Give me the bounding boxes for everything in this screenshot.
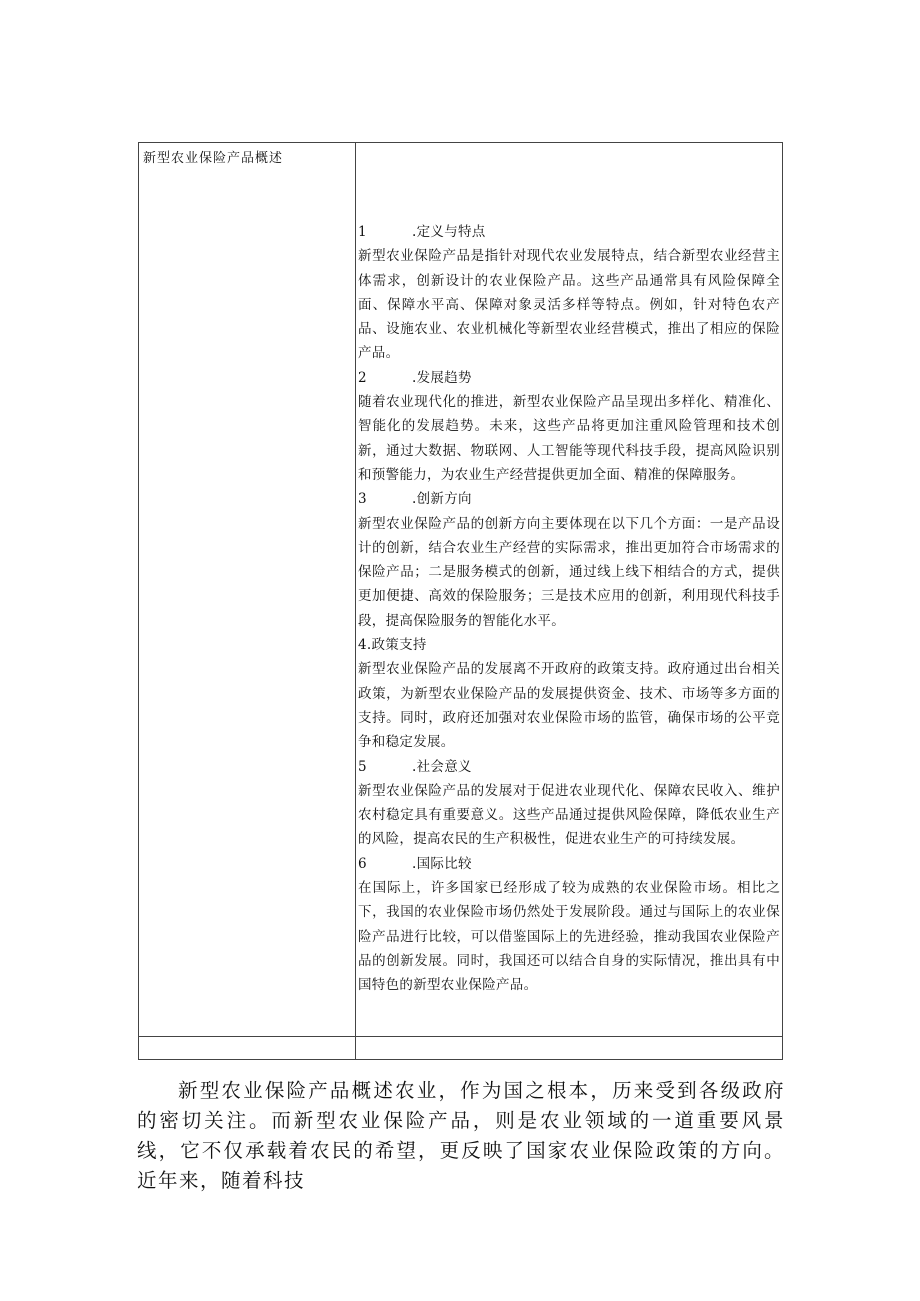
section-heading-4: 4.政策支持 xyxy=(358,637,427,654)
table-right-content xyxy=(358,220,780,998)
section-heading-6: 6 .国际比较 xyxy=(358,855,472,872)
table-left-label: 新型农业保险产品概述 xyxy=(143,151,284,166)
content-table xyxy=(138,142,783,1060)
body-paragraph: 新型农业保险产品概述农业，作为国之根本，历来受到各级政府的密切关注。而新型农业保险产品，则是农业领域的一道重要风景线，它不仅承载着农民的希望，更反映了国家农业保险政策的方向。近年来，随着科技 xyxy=(137,1079,785,1192)
section-text-2: 随着农业现代化的推进，新型农业保险产品呈现出多样化、精准化、智能化的发展趋势。未来，这些产品将更加注重风险管理和技术创新，通过大数据、物联网、人工智能等现代科技手段，提高风险识别和预警能力，为农业生产经营提供更加全面、精准的保障服务。 xyxy=(358,394,780,483)
section-text-3: 新型农业保险产品的创新方向主要体现在以下几个方面：一是产品设计的创新，结合农业生产经营的实际需求，推出更加符合市场需求的保险产品；二是服务模式的创新，通过线上线下相结合的方式，提供更加便捷、高效的保险服务；三是技术应用的创新，利用现代科技手段，提高保险服务的智能化水平。 xyxy=(358,515,780,629)
section-text-1: 新型农业保险产品是指针对现代农业发展特点，结合新型农业经营主体需求，创新设计的农业保险产品。这些产品通常具有风险保障全面、保障水平高、保障对象灵活多样等特点。例如，针对特色农产品、设施农业、农业机械化等新型农业经营模式，推出了相应的保险产品。 xyxy=(358,248,780,362)
section-heading-1: 1 .定义与特点 xyxy=(358,224,486,240)
section-text-5: 新型农业保险产品的发展对于促进农业现代化、保障农民收入、维护农村稳定具有重要意义。这些产品通过提供风险保障，降低农业生产的风险，提高农民的生产积极性，促进农业生产的可持续发展。 xyxy=(358,782,780,848)
section-heading-2: 2 .发展趋势 xyxy=(358,369,472,386)
section-text-6: 在国际上，许多国家已经形成了较为成熟的农业保险市场。相比之下，我国的农业保险市场仍然处于发展阶段。通过与国际上的农业保险产品进行比较，可以借鉴国际上的先进经验，推动我国农业保险产品的创新发展。同时，我国还可以结合自身的实际情况，推出具有中国特色的新型农业保险产品。 xyxy=(358,880,780,994)
row-divider xyxy=(139,1036,782,1037)
column-divider xyxy=(355,143,356,1059)
section-heading-5: 5 .社会意义 xyxy=(358,758,472,775)
section-heading-3: 3 .创新方向 xyxy=(358,491,472,508)
section-text-4: 新型农业保险产品的发展离不开政府的政策支持。政府通过出台相关政策，为新型农业保险产品的发展提供资金、技术、市场等多方面的支持。同时，政府还加强对农业保险市场的监管，确保市场的公平竞争和稳定发展。 xyxy=(358,661,780,751)
